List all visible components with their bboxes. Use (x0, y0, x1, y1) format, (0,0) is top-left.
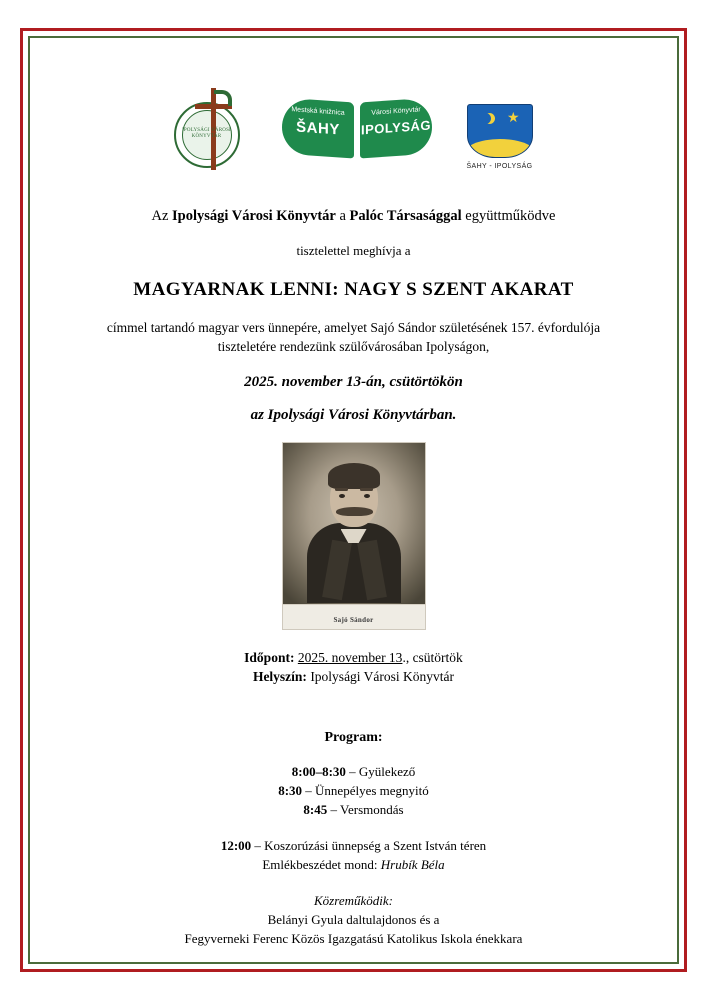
host-organization-primary: Ipolysági Városi Könyvtár (172, 208, 336, 224)
library-seal-text: IPOLYSÁGI VÁROSI KÖNYVTÁR (182, 128, 231, 139)
program-item-time: 8:00–8:30 (291, 764, 346, 779)
event-time-row (40, 648, 667, 667)
book-logo-block (282, 84, 432, 164)
event-place-label: Helyszín: (252, 669, 307, 684)
host-line (40, 208, 667, 225)
program-item (40, 800, 667, 819)
portrait-wrapper (40, 442, 667, 630)
event-place-row (40, 667, 667, 686)
credits-line-2: Fegyverneki Ferenc Közös Igazgatású Katolikus Iskola énekkara (184, 931, 523, 946)
credits-line-1: Belányi Gyula daltulajdonos és a (267, 912, 440, 927)
portrait-caption: Sajó Sándor (333, 616, 374, 624)
library-seal-icon (168, 84, 254, 174)
program-item-time: 8:30 (278, 783, 303, 798)
event-details (40, 648, 667, 686)
credits-heading: Közreműködik: (314, 893, 393, 908)
program-item-dash: – (302, 783, 316, 798)
poster-content (40, 48, 667, 952)
program-item-time: 8:45 (303, 802, 328, 817)
coat-of-arms-icon: ★ (467, 104, 533, 158)
event-subtitle: címmel tartandó magyar vers ünnepére, amelyet Sajó Sándor születésének 157. évfordulója tiszteletére rendezünk szülővárosában Ipolyságon, (106, 320, 601, 354)
program-list (40, 762, 667, 819)
program-item-dash: – (327, 802, 341, 817)
portrait-photo (282, 442, 426, 630)
program-item (40, 762, 667, 781)
library-seal-logo-block (168, 84, 254, 174)
program-late-time: 12:00 (220, 838, 252, 853)
host-mid: a (335, 208, 350, 224)
program-item (40, 781, 667, 800)
event-time-value-rest: ., csütörtök (402, 650, 463, 665)
coat-of-arms-caption: ŠAHY - IPOLYSÁG (466, 163, 533, 170)
event-place-value: Ipolysági Városi Könyvtár (310, 669, 455, 684)
program-item-label: Ünnepélyes megnyitó (315, 783, 429, 798)
host-suffix: együttműködve (461, 208, 556, 224)
program-item-label: Versmondás (340, 802, 404, 817)
invites-line: tisztelettel meghívja a (296, 243, 411, 258)
program-item-label: Gyülekező (358, 764, 416, 779)
program-late-item (40, 836, 667, 874)
program-late-row (40, 836, 667, 855)
logo-row (40, 84, 667, 180)
town-arms-block (460, 104, 540, 170)
event-time-value: 2025. november 13 (297, 650, 403, 665)
speech-prefix: Emlékbeszédet mond: (262, 857, 381, 872)
event-title: MAGYARNAK LENNI: NAGY S SZENT AKARAT (133, 279, 574, 300)
credits-block (40, 891, 667, 948)
program-heading: Program: (324, 730, 383, 745)
host-prefix: Az (151, 208, 173, 224)
program-late-label: Koszorúzási ünnepség a Szent István téren (264, 838, 487, 853)
host-organization-secondary: Palóc Társasággal (349, 208, 462, 224)
event-date-line: 2025. november 13-án, csütörtökön (244, 374, 463, 390)
open-book-icon (282, 100, 432, 164)
book-left-small-label: Mestská knižnica (290, 106, 345, 117)
event-venue-line: az Ipolysági Városi Könyvtárban. (250, 407, 457, 423)
speech-speaker: Hrubík Béla (380, 857, 445, 872)
program-late-dash: – (251, 838, 265, 853)
program-speech-row (40, 855, 667, 874)
book-left-big-label: ŠAHY (295, 118, 340, 139)
program-item-dash: – (345, 764, 359, 779)
book-right-big-label: IPOLYSÁG (360, 117, 431, 138)
book-right-small-label: Városi Könyvtár (370, 106, 421, 117)
event-time-label: Időpont: (244, 650, 295, 665)
